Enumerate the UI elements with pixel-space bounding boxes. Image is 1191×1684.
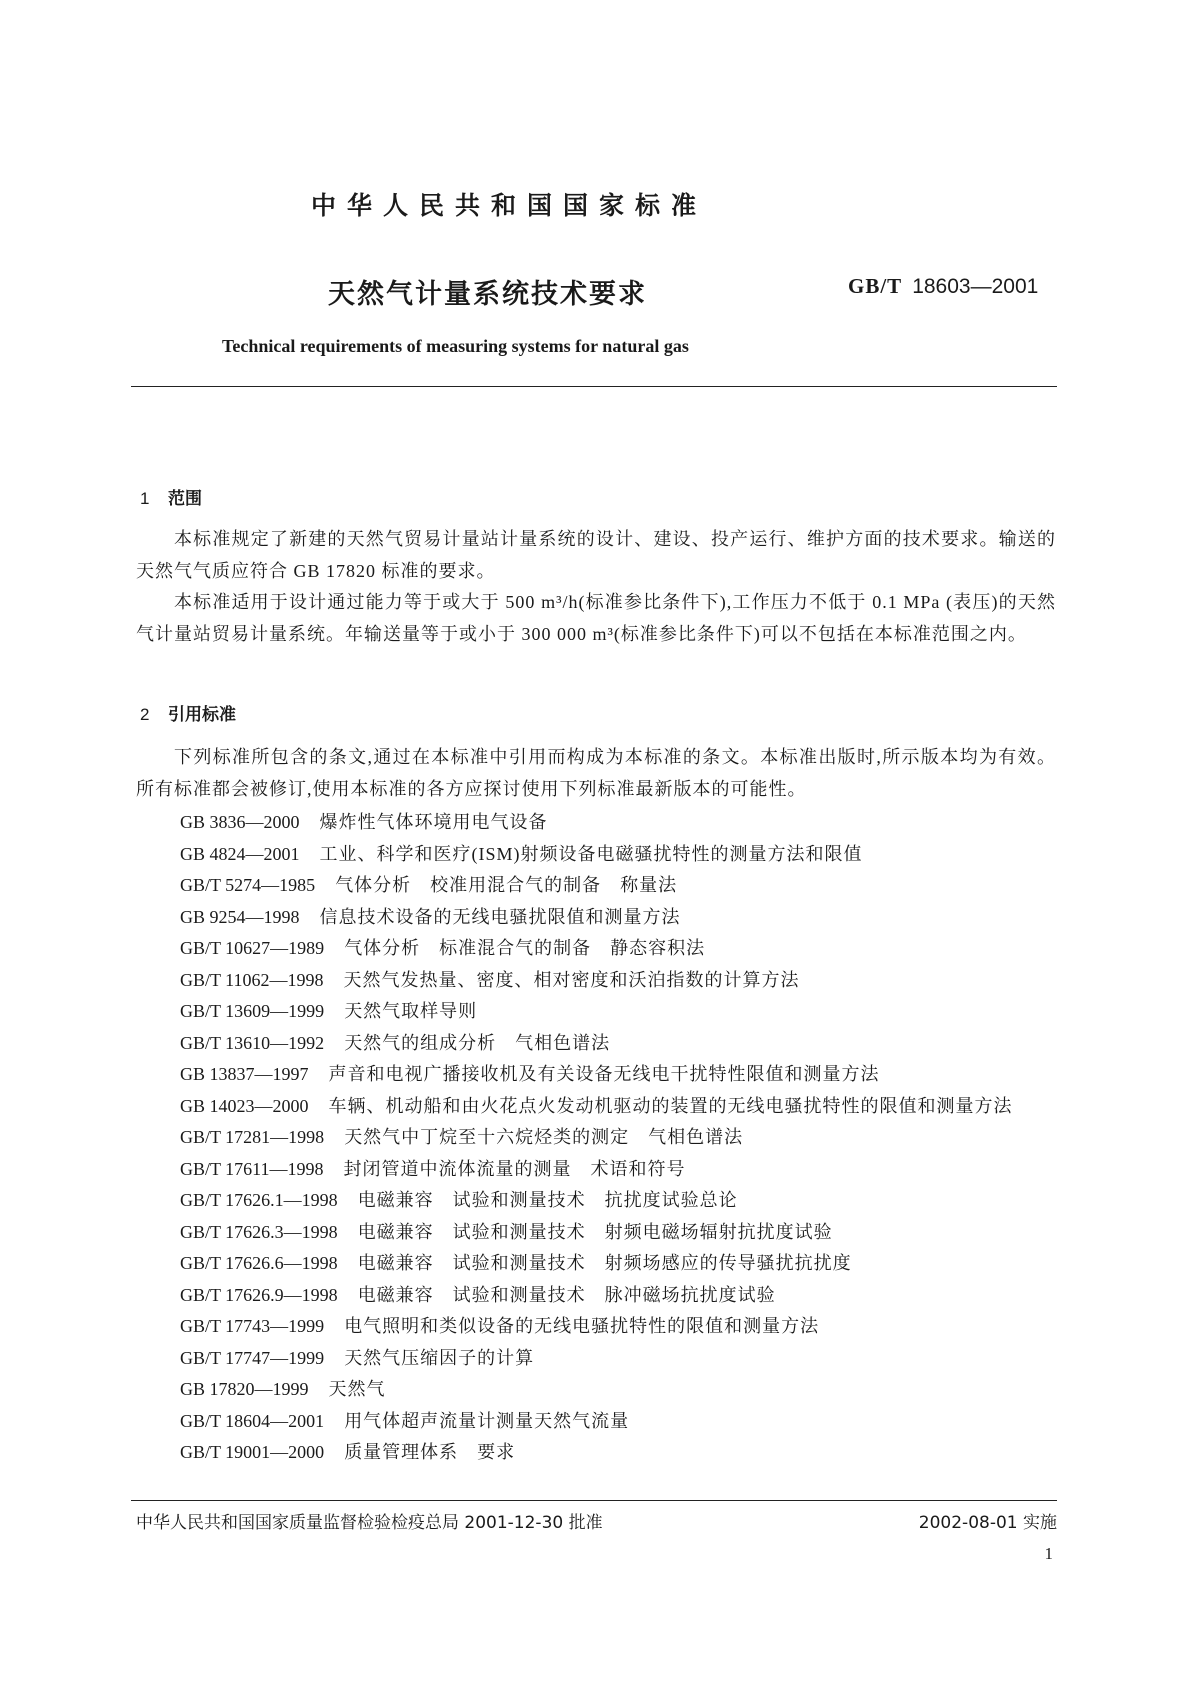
reference-item: [180, 839, 1060, 871]
section-2-heading: [140, 700, 236, 725]
header-divider: [131, 386, 1057, 387]
section-number: 1: [140, 489, 150, 508]
reference-code: GB 13837—1997: [180, 1064, 309, 1084]
reference-item: [180, 933, 1060, 965]
reference-item: [180, 996, 1060, 1028]
reference-title: 封闭管道中流体流量的测量 术语和符号: [343, 1158, 686, 1179]
reference-code: GB 17820—1999: [180, 1379, 309, 1399]
reference-item: [180, 1248, 1060, 1280]
standard-code-number: 18603—2001: [912, 275, 1039, 298]
reference-title: 工业、科学和医疗(ISM)射频设备电磁骚扰特性的测量方法和限值: [319, 843, 863, 864]
reference-item: [180, 1217, 1060, 1249]
reference-list: [180, 807, 1060, 1469]
reference-code: GB/T 13610—1992: [180, 1032, 325, 1053]
english-subtitle: Technical requirements of measuring systems for natural gas: [222, 336, 689, 356]
reference-title: 气体分析 校准用混合气的制备 称量法: [335, 875, 678, 895]
reference-title: 天然气取样导则: [344, 1001, 478, 1021]
section-1-heading: [140, 484, 202, 509]
reference-title: 天然气压缩因子的计算: [344, 1347, 535, 1368]
standard-code-prefix: GB/T: [848, 274, 903, 298]
approval-statement: 中华人民共和国国家质量监督检验检疫总局 2001-12-30 批准: [136, 1513, 603, 1533]
reference-code: GB/T 11062—1998: [180, 969, 324, 990]
reference-code: GB/T 18604—2001: [180, 1410, 325, 1431]
reference-item: [180, 1185, 1060, 1217]
standard-code: [848, 274, 1038, 299]
reference-title: 声音和电视广播接收机及有关设备无线电干扰特性限值和测量方法: [328, 1064, 880, 1084]
reference-code: GB/T 10627—1989: [180, 938, 325, 958]
reference-title: 天然气发热量、密度、相对密度和沃泊指数的计算方法: [343, 969, 800, 990]
reference-item: [180, 1374, 1060, 1406]
section-title: 范围: [168, 489, 202, 509]
reference-code: GB 14023—2000: [180, 1095, 309, 1116]
paragraph: 本标准适用于设计通过能力等于或大于 500 m³/h(标准参比条件下),工作压力不低于 0.1 MPa (表压)的天然气计量站贸易计量系统。年输送量等于或小于 300 000 m³(标准参比条件下)可以不包括在本标准范围之内。: [136, 592, 1056, 644]
reference-code: GB 9254—1998: [180, 906, 300, 927]
paragraph: 下列标准所包含的条文,通过在本标准中引用而构成为本标准的条文。本标准出版时,所示版本均为有效。所有标准都会被修订,使用本标准的各方应探讨使用下列标准最新版本的可能性。: [136, 747, 1056, 799]
reference-title: 质量管理体系 要求: [344, 1442, 516, 1462]
document-title: 天然气计量系统技术要求: [328, 279, 647, 310]
reference-item: [180, 1059, 1060, 1091]
reference-title: 电气照明和类似设备的无线电骚扰特性的限值和测量方法: [344, 1316, 820, 1336]
reference-item: [180, 1406, 1060, 1438]
reference-title: 车辆、机动船和由火花点火发动机驱动的装置的无线电骚扰特性的限值和测量方法: [328, 1095, 1013, 1116]
reference-item: [180, 1122, 1060, 1154]
reference-item: [180, 902, 1060, 934]
reference-item: [180, 1280, 1060, 1312]
reference-title: 电磁兼容 试验和测量技术 抗扰度试验总论: [357, 1190, 738, 1210]
reference-code: GB/T 17626.3—1998: [180, 1221, 338, 1242]
reference-title: 信息技术设备的无线电骚扰限值和测量方法: [319, 906, 681, 927]
reference-item: [180, 807, 1060, 839]
effective-date: 2002-08-01 实施: [918, 1513, 1057, 1533]
reference-item: [180, 1091, 1060, 1123]
reference-item: [180, 1028, 1060, 1060]
section-2-body: [136, 742, 1056, 805]
reference-item: [180, 1154, 1060, 1186]
reference-title: 气体分析 标准混合气的制备 静态容积法: [344, 938, 706, 958]
reference-code: GB/T 5274—1985: [180, 875, 316, 895]
section-number: 2: [140, 705, 150, 724]
reference-title: 电磁兼容 试验和测量技术 射频电磁场辐射抗扰度试验: [357, 1221, 833, 1242]
reference-title: 天然气: [328, 1379, 386, 1399]
section-title: 引用标准: [168, 705, 236, 725]
reference-item: [180, 1437, 1060, 1469]
reference-title: 天然气的组成分析 气相色谱法: [344, 1032, 611, 1053]
reference-item: [180, 870, 1060, 902]
reference-code: GB/T 17743—1999: [180, 1316, 325, 1336]
paragraph: 本标准规定了新建的天然气贸易计量站计量系统的设计、建设、投产运行、维护方面的技术要求。输送的天然气气质应符合 GB 17820 标准的要求。: [136, 529, 1056, 581]
section-1-body: [136, 524, 1056, 650]
reference-code: GB/T 13609—1999: [180, 1001, 325, 1021]
reference-code: GB 4824—2001: [180, 843, 300, 864]
reference-code: GB/T 19001—2000: [180, 1442, 325, 1462]
reference-title: 用气体超声流量计测量天然气流量: [344, 1410, 630, 1431]
reference-code: GB/T 17626.9—1998: [180, 1284, 338, 1305]
reference-title: 爆炸性气体环境用电气设备: [319, 812, 548, 832]
reference-title: 天然气中丁烷至十六烷烃类的测定 气相色谱法: [344, 1127, 744, 1147]
reference-item: [180, 965, 1060, 997]
page-number: 1: [1044, 1544, 1053, 1563]
reference-title: 电磁兼容 试验和测量技术 射频场感应的传导骚扰抗扰度: [357, 1253, 852, 1273]
reference-title: 电磁兼容 试验和测量技术 脉冲磁场抗扰度试验: [357, 1284, 776, 1305]
reference-code: GB/T 17626.1—1998: [180, 1190, 338, 1210]
reference-code: GB/T 17747—1999: [180, 1347, 325, 1368]
footer-divider: [131, 1500, 1057, 1501]
reference-code: GB/T 17626.6—1998: [180, 1253, 338, 1273]
reference-code: GB/T 17611—1998: [180, 1158, 324, 1179]
reference-item: [180, 1311, 1060, 1343]
reference-item: [180, 1343, 1060, 1375]
reference-code: GB/T 17281—1998: [180, 1127, 325, 1147]
reference-code: GB 3836—2000: [180, 812, 300, 832]
national-standard-header: 中华人民共和国国家标准: [311, 191, 708, 220]
